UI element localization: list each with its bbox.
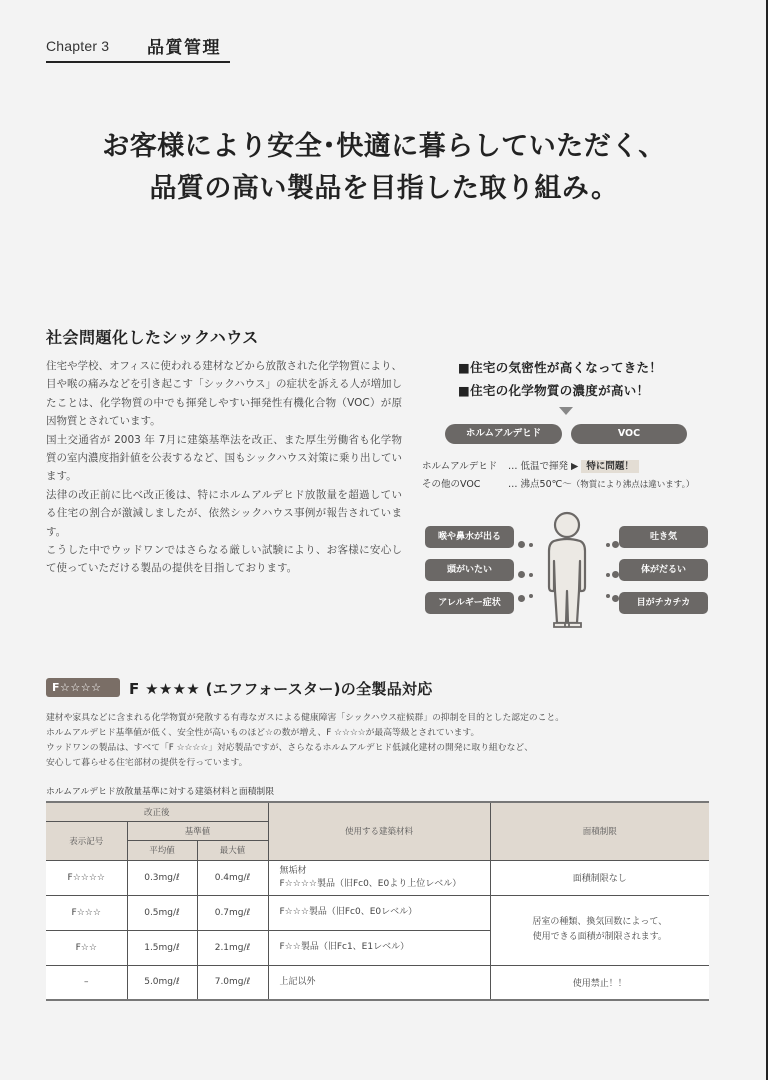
dot-icon bbox=[606, 543, 610, 547]
dot-icon bbox=[518, 571, 525, 578]
cell-avg: 1.5mg/ℓ bbox=[127, 930, 197, 965]
note-text: … 沸点50℃〜 bbox=[508, 479, 572, 490]
dot-icon bbox=[518, 541, 525, 548]
formaldehyde-table bbox=[46, 801, 709, 1001]
hero-heading bbox=[0, 126, 768, 210]
note-label: その他のVOC bbox=[422, 479, 481, 490]
header-material: 使用する建築材料 bbox=[268, 802, 490, 860]
note-highlight: 特に問題！ bbox=[581, 460, 639, 473]
dot-icon bbox=[606, 573, 610, 577]
cell-area: 面積制限なし bbox=[490, 860, 709, 895]
symptom-runny-nose: 喉や鼻水が出る bbox=[425, 526, 514, 548]
header-area: 面積制限 bbox=[490, 802, 709, 860]
dot-icon bbox=[612, 571, 619, 578]
person-icon bbox=[545, 511, 589, 629]
fstar-body bbox=[46, 711, 686, 771]
header-symbol: 表示記号 bbox=[46, 821, 127, 860]
paragraph: 法律の改正前に比べ改正後は、特にホルムアルデヒド放散量を超過している住宅の割合が激減しましたが、依然シックハウス事例が報告されています。 bbox=[46, 488, 402, 538]
note-formaldehyde bbox=[422, 458, 639, 472]
cell-max: 7.0mg/ℓ bbox=[197, 965, 268, 1000]
dot-icon bbox=[606, 594, 610, 598]
paragraph: ウッドワンの製品は、すべて「F ☆☆☆☆」対応製品ですが、さらなるホルムアルデヒド低減化建材の開発に取り組むなど、 bbox=[46, 743, 533, 753]
header-avg: 平均値 bbox=[127, 840, 197, 860]
material-line: 無垢材 bbox=[279, 865, 307, 876]
cell-symbol: F☆☆☆ bbox=[46, 895, 127, 930]
header-standard: 基準値 bbox=[127, 821, 268, 840]
cell-material: F☆☆製品（旧Fc1、E1レベル） bbox=[268, 930, 490, 965]
header-revised: 改正後 bbox=[46, 802, 268, 821]
note-label: ホルムアルデヒド bbox=[422, 461, 498, 472]
dot-icon bbox=[518, 595, 525, 602]
fstar-title: F ★★★★ (エフフォースター)の全製品対応 bbox=[129, 680, 433, 698]
cell-material: 上記以外 bbox=[268, 965, 490, 1000]
note-voc bbox=[422, 476, 694, 490]
chapter-number: Chapter 3 bbox=[46, 38, 110, 54]
sick-house-diagram bbox=[420, 355, 715, 635]
note-small: （物質により沸点は違います。） bbox=[571, 480, 695, 490]
chapter-header bbox=[46, 32, 230, 63]
cell-avg: 5.0mg/ℓ bbox=[127, 965, 197, 1000]
paragraph: 建材や家具などに含まれる化学物質が発散する有毒なガスによる健康障害「シックハウス症候群」の抑制を目的とした認定のこと。 bbox=[46, 713, 565, 723]
cell-material: F☆☆☆製品（旧Fc0、E0レベル） bbox=[268, 895, 490, 930]
cell-avg: 0.5mg/ℓ bbox=[127, 895, 197, 930]
paragraph: 国土交通省が 2003 年 7月に建築基準法を改正、また厚生労働省も化学物質の室内濃度指針値を公表するなど、国もシックハウス対策に乗り出しています。 bbox=[46, 433, 402, 483]
material-line: F☆☆☆☆製品（旧Fc0、E0より上位レベル） bbox=[279, 878, 462, 889]
cell-max: 0.7mg/ℓ bbox=[197, 895, 268, 930]
dot-icon bbox=[529, 573, 533, 577]
cell-max: 0.4mg/ℓ bbox=[197, 860, 268, 895]
cell-avg: 0.3mg/ℓ bbox=[127, 860, 197, 895]
table-row bbox=[46, 965, 709, 1000]
table-row bbox=[46, 860, 709, 895]
pill-formaldehyde: ホルムアルデヒド bbox=[445, 424, 562, 444]
paragraph: 安心して暮らせる住宅部材の提供を行っています。 bbox=[46, 758, 248, 768]
sick-house-title: 社会問題化したシックハウス bbox=[46, 328, 259, 347]
table-row bbox=[46, 895, 709, 930]
dot-icon bbox=[529, 543, 533, 547]
table-caption: ホルムアルデヒド放散量基準に対する建築材料と面積制限 bbox=[46, 787, 275, 797]
dot-icon bbox=[612, 595, 619, 602]
condition-1: ■住宅の気密性が高くなってきた！ bbox=[458, 360, 663, 375]
dot-icon bbox=[612, 541, 619, 548]
cell-symbol: – bbox=[46, 965, 127, 1000]
cell-symbol: F☆☆☆☆ bbox=[46, 860, 127, 895]
symptom-headache: 頭がいたい bbox=[425, 559, 514, 581]
symptom-eye-irritation: 目がチカチカ bbox=[619, 592, 708, 614]
paragraph: 住宅や学校、オフィスに使われる建材などから放散された化学物質により、目や喉の痛みなどを引き起こす「シックハウス」の症状を訴える人が増加したことは、化学物質の中でも揮発しやすい揮発性有機化合物（VOC）が原因物質とされています。 bbox=[46, 360, 402, 428]
cell-max: 2.1mg/ℓ bbox=[197, 930, 268, 965]
fstar-badge: F☆☆☆☆ bbox=[46, 678, 120, 697]
header-max: 最大値 bbox=[197, 840, 268, 860]
condition-2: ■住宅の化学物質の濃度が高い！ bbox=[458, 383, 650, 398]
area-line: 居室の種類、換気回数によって、 bbox=[532, 917, 668, 927]
paragraph: こうした中でウッドワンではさらなる厳しい試験により、お客様に安心して使っていただける製品の提供を目指しております。 bbox=[46, 544, 402, 575]
paragraph: ホルムアルデヒド基準値が低く、安全性が高いものほど☆の数が増え、F ☆☆☆☆が最高等級とされています。 bbox=[46, 728, 480, 738]
area-line: 使用できる面積が制限されます。 bbox=[532, 932, 667, 942]
symptom-allergy: アレルギー症状 bbox=[425, 592, 514, 614]
sick-house-body bbox=[46, 357, 402, 578]
cell-area bbox=[490, 895, 709, 965]
cell-symbol: F☆☆ bbox=[46, 930, 127, 965]
hero-line-1: お客様により安全･快適に暮らしていただく、 bbox=[102, 131, 666, 162]
cell-area: 使用禁止！！ bbox=[490, 965, 709, 1000]
arrow-down-icon bbox=[559, 407, 573, 415]
pill-voc: VOC bbox=[571, 424, 687, 444]
symptom-nausea: 吐き気 bbox=[619, 526, 708, 548]
note-text: … 低温で揮発 ▶ bbox=[508, 461, 579, 472]
symptom-fatigue: 体がだるい bbox=[619, 559, 708, 581]
dot-icon bbox=[529, 594, 533, 598]
hero-line-2: 品質の高い製品を目指した取り組み。 bbox=[149, 173, 619, 204]
chapter-title: 品質管理 bbox=[147, 38, 221, 58]
cell-material bbox=[268, 860, 490, 895]
